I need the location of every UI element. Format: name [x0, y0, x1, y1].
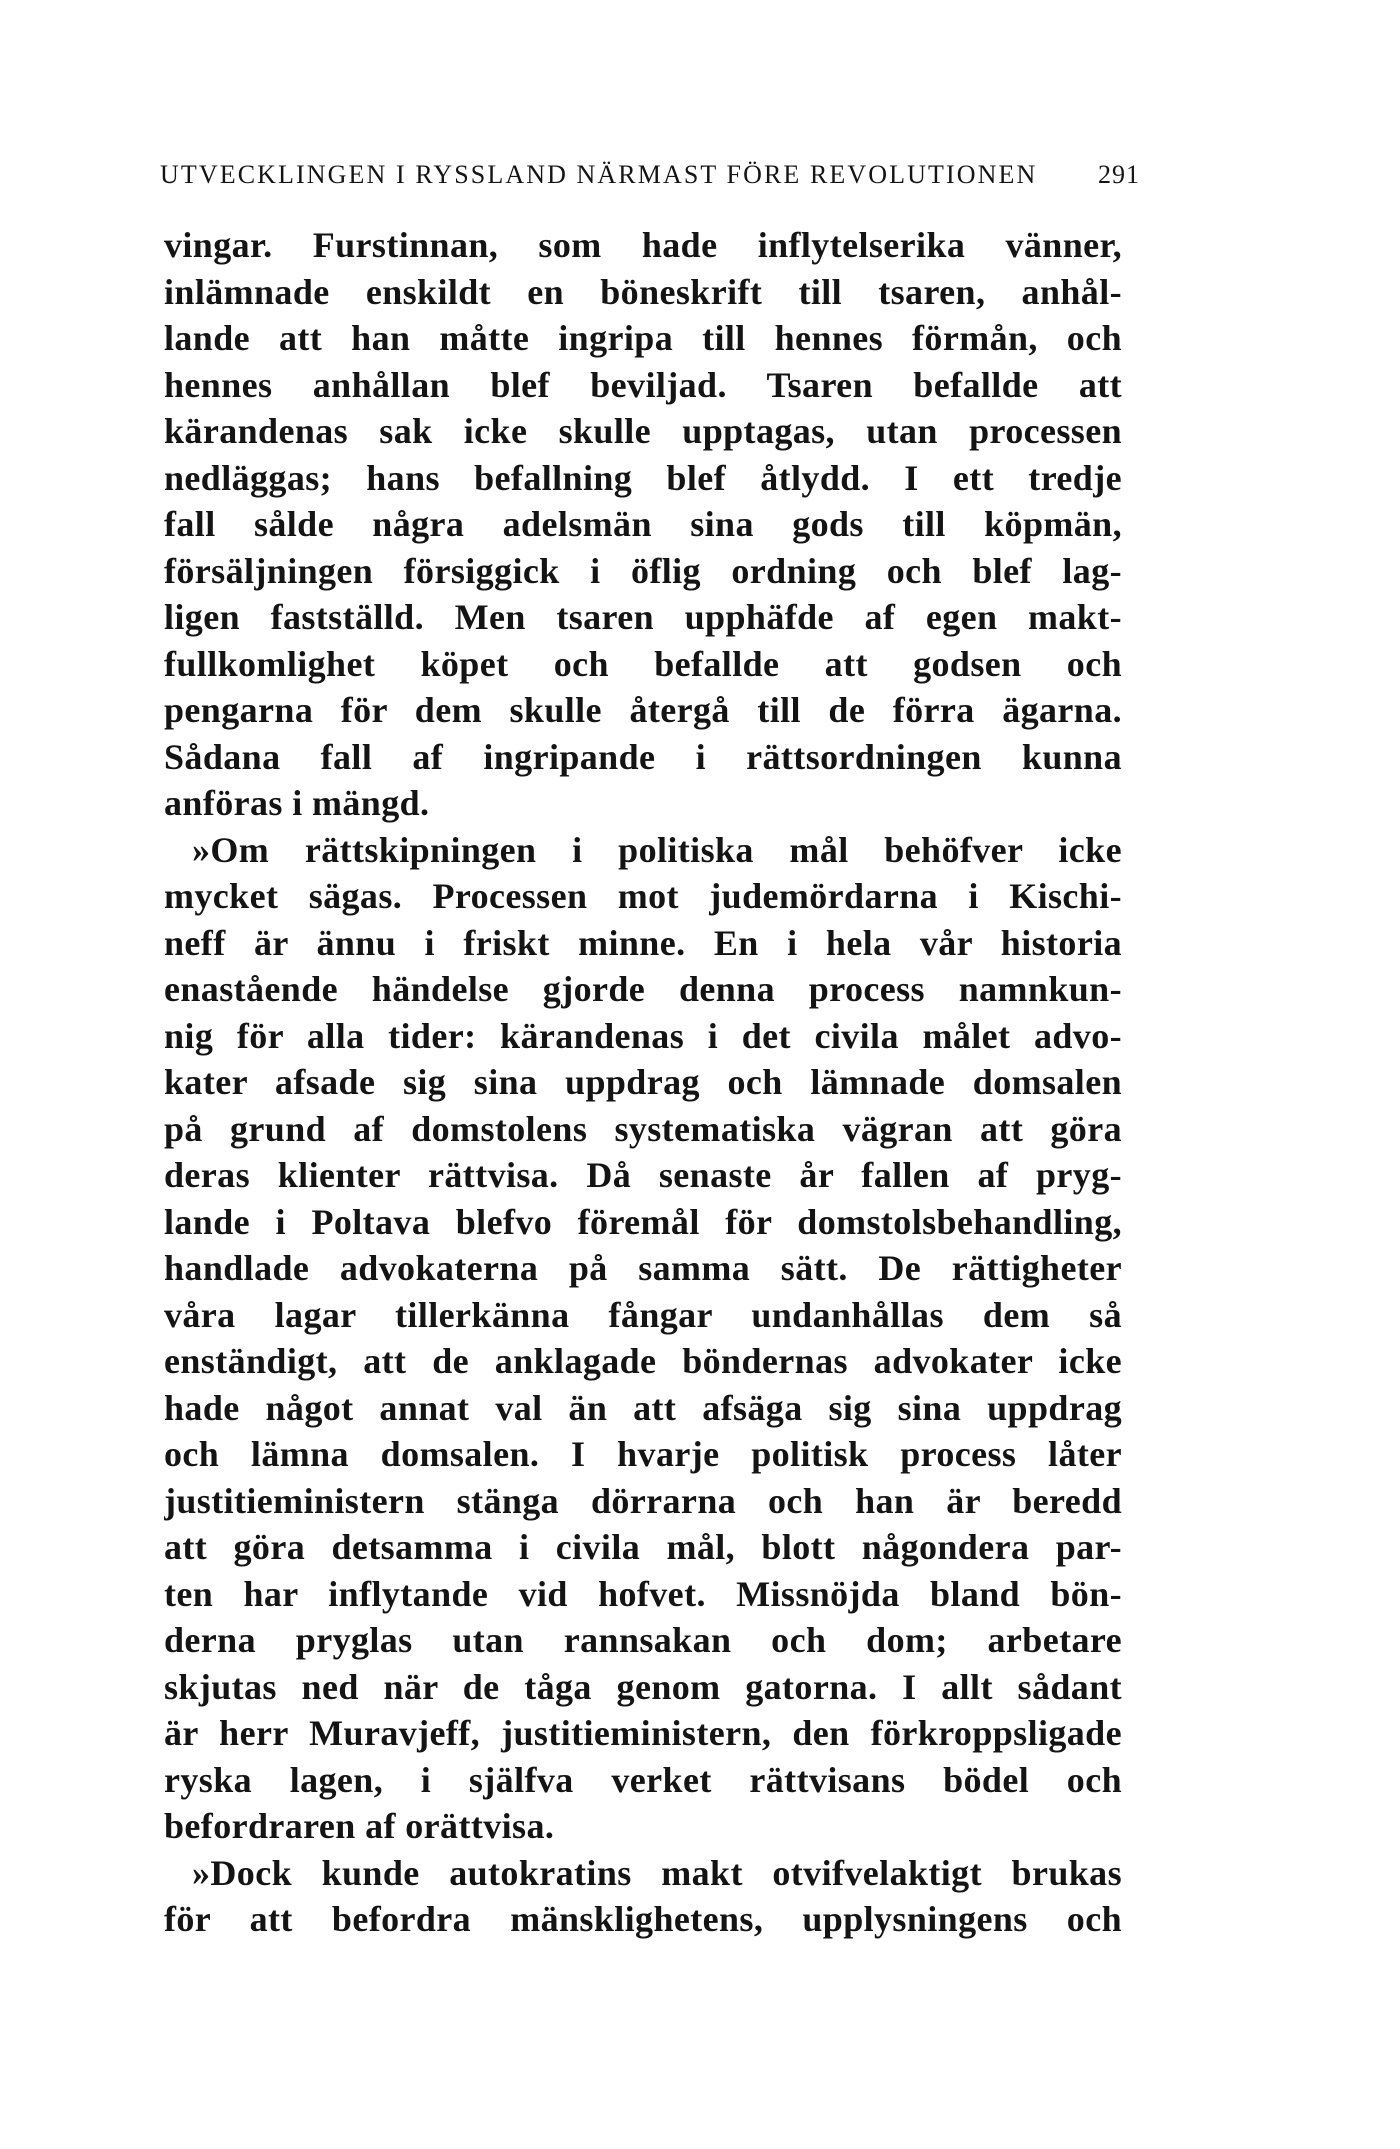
text-line: anföras i mängd.: [164, 783, 430, 823]
text-line: lande att han måtte ingripa till hennes förmån, och: [164, 318, 1122, 358]
text-line: Sådana fall af ingripande i rättsordningen kunna: [164, 736, 1122, 777]
text-line: nig för alla tider: kärandenas i det civila målet advo-: [164, 1015, 1122, 1056]
text-line: enständigt, att de anklagade böndernas advokater icke: [164, 1341, 1122, 1381]
text-line: för att befordra mänsklighetens, upplysningens och: [164, 1899, 1122, 1939]
text-line: fall sålde några adelsmän sina gods till köpmän,: [164, 504, 1122, 544]
body-text: [164, 222, 1122, 1943]
text-line: derna pryglas utan rannsakan och dom; arbetare: [164, 1620, 1122, 1660]
page-number: 291: [1098, 160, 1140, 189]
text-line: hennes anhållan blef beviljad. Tsaren befallde att: [164, 364, 1122, 405]
text-line: handlade advokaterna på samma sätt. De rättigheter: [164, 1248, 1122, 1288]
text-line: kärandenas sak icke skulle upptagas, utan processen: [164, 411, 1122, 451]
text-line: justitieministern stänga dörrarna och han är beredd: [164, 1480, 1122, 1521]
text-line: vingar. Furstinnan, som hade inflytelserika vänner,: [164, 225, 1122, 265]
text-line: neff är ännu i friskt minne. En i hela vår historia: [164, 922, 1122, 963]
text-line: »Om rättskipningen i politiska mål behöfver icke: [192, 829, 1122, 870]
text-line: våra lagar tillerkänna fångar undanhållas dem så: [164, 1294, 1122, 1335]
text-line: ten har inflytande vid hofvet. Missnöjda bland bön-: [164, 1573, 1122, 1614]
text-line: deras klienter rättvisa. Då senaste år fallen af pryg-: [164, 1155, 1122, 1195]
text-line: skjutas ned när de tåga genom gatorna. I allt sådant: [164, 1666, 1122, 1707]
text-line: hade något annat val än att afsäga sig sina uppdrag: [164, 1387, 1122, 1428]
text-line: är herr Muravjeff, justitieministern, den förkroppsligade: [164, 1713, 1122, 1753]
text-line: inlämnade enskildt en böneskrift till tsaren, anhål-: [164, 271, 1122, 312]
text-line: ryska lagen, i själfva verket rättvisans bödel och: [164, 1759, 1122, 1800]
running-title: UTVECKLINGEN I RYSSLAND NÄRMAST FÖRE REVOLUTIONEN: [160, 160, 1038, 189]
text-line: kater afsade sig sina uppdrag och lämnade domsalen: [164, 1062, 1122, 1102]
text-line: »Dock kunde autokratins makt otvifvelaktigt brukas: [192, 1852, 1122, 1893]
text-line: befordraren af orättvisa.: [164, 1806, 555, 1846]
text-line: mycket sägas. Processen mot judemördarna i Kischi-: [164, 876, 1122, 916]
text-line: nedläggas; hans befallning blef åtlydd. I ett tredje: [164, 457, 1122, 498]
text-line: och lämna domsalen. I hvarje politisk process låter: [164, 1434, 1122, 1474]
text-line: att göra detsamma i civila mål, blott någondera par-: [164, 1527, 1122, 1567]
text-line: lande i Poltava blefvo föremål för domstolsbehandling,: [164, 1201, 1122, 1242]
text-line: enastående händelse gjorde denna process namnkun-: [164, 969, 1122, 1009]
text-line: ligen fastställd. Men tsaren upphäfde af egen makt-: [164, 597, 1122, 637]
text-line: fullkomlighet köpet och befallde att godsen och: [164, 643, 1122, 684]
running-header: [160, 160, 1140, 196]
text-line: pengarna för dem skulle återgå till de förra ägarna.: [164, 690, 1122, 730]
text-line: försäljningen försiggick i öflig ordning och blef lag-: [164, 550, 1122, 591]
text-line: på grund af domstolens systematiska vägran att göra: [164, 1108, 1122, 1149]
